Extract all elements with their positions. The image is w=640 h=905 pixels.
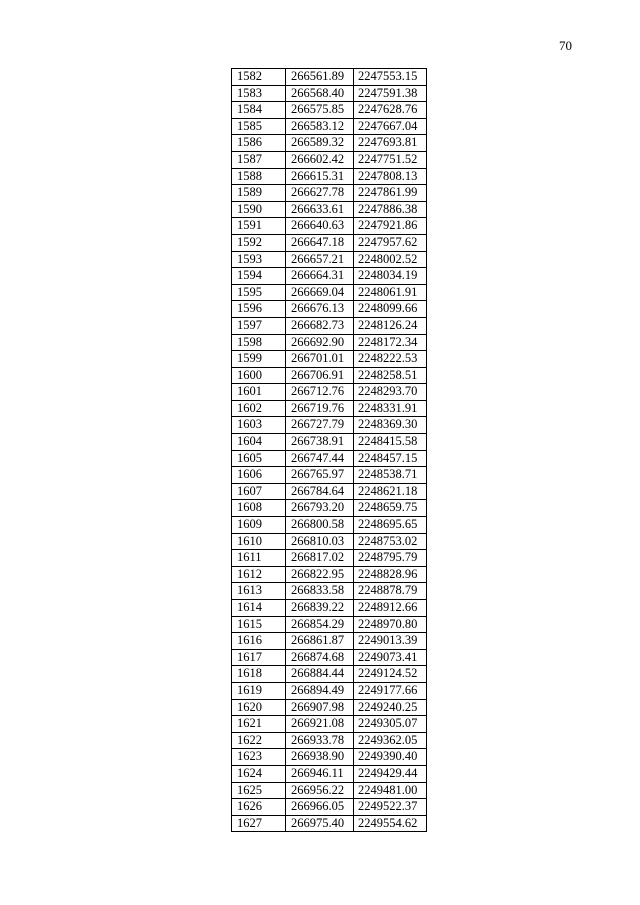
table-row	[232, 317, 427, 334]
x-coordinate-cell: 266627.78	[286, 185, 354, 202]
x-coordinate-cell: 266874.68	[286, 649, 354, 666]
y-coordinate-cell: 2249305.07	[354, 716, 427, 733]
x-coordinate-cell: 266669.04	[286, 284, 354, 301]
y-coordinate-cell: 2249124.52	[354, 666, 427, 683]
page-number: 70	[559, 38, 572, 53]
point-number-cell: 1593	[232, 251, 286, 268]
y-coordinate-cell: 2249362.05	[354, 732, 427, 749]
x-coordinate-cell: 266575.85	[286, 102, 354, 119]
point-number-cell: 1622	[232, 732, 286, 749]
table-row	[232, 782, 427, 799]
y-coordinate-cell: 2249073.41	[354, 649, 427, 666]
x-coordinate-cell: 266907.98	[286, 699, 354, 716]
table-row	[232, 268, 427, 285]
point-number-cell: 1625	[232, 782, 286, 799]
table-row	[232, 417, 427, 434]
point-number-cell: 1589	[232, 185, 286, 202]
x-coordinate-cell: 266712.76	[286, 384, 354, 401]
y-coordinate-cell: 2247751.52	[354, 151, 427, 168]
point-number-cell: 1591	[232, 218, 286, 235]
x-coordinate-cell: 266966.05	[286, 799, 354, 816]
point-number-cell: 1598	[232, 334, 286, 351]
x-coordinate-cell: 266765.97	[286, 467, 354, 484]
y-coordinate-cell: 2248621.18	[354, 483, 427, 500]
y-coordinate-cell: 2248828.96	[354, 566, 427, 583]
table-row	[232, 467, 427, 484]
table-row	[232, 749, 427, 766]
x-coordinate-cell: 266946.11	[286, 765, 354, 782]
table-row	[232, 500, 427, 517]
point-number-cell: 1590	[232, 201, 286, 218]
point-number-cell: 1584	[232, 102, 286, 119]
y-coordinate-cell: 2247808.13	[354, 168, 427, 185]
x-coordinate-cell: 266615.31	[286, 168, 354, 185]
table-row	[232, 799, 427, 816]
point-number-cell: 1603	[232, 417, 286, 434]
y-coordinate-cell: 2249390.40	[354, 749, 427, 766]
x-coordinate-cell: 266817.02	[286, 550, 354, 567]
y-coordinate-cell: 2247628.76	[354, 102, 427, 119]
x-coordinate-cell: 266810.03	[286, 533, 354, 550]
y-coordinate-cell: 2247921.86	[354, 218, 427, 235]
point-number-cell: 1588	[232, 168, 286, 185]
point-number-cell: 1626	[232, 799, 286, 816]
x-coordinate-cell: 266706.91	[286, 367, 354, 384]
point-number-cell: 1616	[232, 633, 286, 650]
x-coordinate-cell: 266692.90	[286, 334, 354, 351]
y-coordinate-cell: 2249177.66	[354, 682, 427, 699]
table-row	[232, 384, 427, 401]
x-coordinate-cell: 266633.61	[286, 201, 354, 218]
y-coordinate-cell: 2249429.44	[354, 765, 427, 782]
x-coordinate-cell: 266938.90	[286, 749, 354, 766]
point-number-cell: 1601	[232, 384, 286, 401]
table-row	[232, 251, 427, 268]
x-coordinate-cell: 266921.08	[286, 716, 354, 733]
y-coordinate-cell: 2247693.81	[354, 135, 427, 152]
y-coordinate-cell: 2249240.25	[354, 699, 427, 716]
x-coordinate-cell: 266676.13	[286, 301, 354, 318]
y-coordinate-cell: 2248222.53	[354, 351, 427, 368]
y-coordinate-cell: 2247667.04	[354, 118, 427, 135]
table-row	[232, 815, 427, 832]
table-row	[232, 483, 427, 500]
x-coordinate-cell: 266657.21	[286, 251, 354, 268]
y-coordinate-cell: 2249481.00	[354, 782, 427, 799]
point-number-cell: 1610	[232, 533, 286, 550]
table-row	[232, 699, 427, 716]
point-number-cell: 1619	[232, 682, 286, 699]
x-coordinate-cell: 266589.32	[286, 135, 354, 152]
y-coordinate-cell: 2248034.19	[354, 268, 427, 285]
x-coordinate-cell: 266800.58	[286, 517, 354, 534]
table-row	[232, 533, 427, 550]
x-coordinate-cell: 266583.12	[286, 118, 354, 135]
table-row	[232, 400, 427, 417]
table-row	[232, 434, 427, 451]
point-number-cell: 1614	[232, 600, 286, 617]
y-coordinate-cell: 2248126.24	[354, 317, 427, 334]
table-row	[232, 351, 427, 368]
table-row	[232, 102, 427, 119]
x-coordinate-cell: 266719.76	[286, 400, 354, 417]
table-row	[232, 185, 427, 202]
table-row	[232, 201, 427, 218]
table-row	[232, 716, 427, 733]
table-row	[232, 218, 427, 235]
table-row	[232, 600, 427, 617]
y-coordinate-cell: 2248659.75	[354, 500, 427, 517]
point-number-cell: 1608	[232, 500, 286, 517]
x-coordinate-cell: 266839.22	[286, 600, 354, 617]
y-coordinate-cell: 2248970.80	[354, 616, 427, 633]
y-coordinate-cell: 2248753.02	[354, 533, 427, 550]
point-number-cell: 1623	[232, 749, 286, 766]
point-number-cell: 1595	[232, 284, 286, 301]
point-number-cell: 1586	[232, 135, 286, 152]
table-row	[232, 301, 427, 318]
table-row	[232, 69, 427, 86]
x-coordinate-cell: 266602.42	[286, 151, 354, 168]
table-row	[232, 633, 427, 650]
y-coordinate-cell: 2248172.34	[354, 334, 427, 351]
table-row	[232, 234, 427, 251]
y-coordinate-cell: 2247886.38	[354, 201, 427, 218]
table-row	[232, 151, 427, 168]
y-coordinate-cell: 2248258.51	[354, 367, 427, 384]
point-number-cell: 1600	[232, 367, 286, 384]
x-coordinate-cell: 266975.40	[286, 815, 354, 832]
point-number-cell: 1604	[232, 434, 286, 451]
table-row	[232, 666, 427, 683]
point-number-cell: 1583	[232, 85, 286, 102]
y-coordinate-cell: 2248061.91	[354, 284, 427, 301]
point-number-cell: 1621	[232, 716, 286, 733]
y-coordinate-cell: 2248369.30	[354, 417, 427, 434]
table-row	[232, 517, 427, 534]
y-coordinate-cell: 2249554.62	[354, 815, 427, 832]
point-number-cell: 1602	[232, 400, 286, 417]
y-coordinate-cell: 2248293.70	[354, 384, 427, 401]
y-coordinate-cell: 2249013.39	[354, 633, 427, 650]
table-row	[232, 732, 427, 749]
point-number-cell: 1607	[232, 483, 286, 500]
table-row	[232, 334, 427, 351]
x-coordinate-cell: 266738.91	[286, 434, 354, 451]
y-coordinate-cell: 2248695.65	[354, 517, 427, 534]
table-row	[232, 682, 427, 699]
table-row	[232, 450, 427, 467]
point-number-cell: 1615	[232, 616, 286, 633]
point-number-cell: 1612	[232, 566, 286, 583]
point-number-cell: 1624	[232, 765, 286, 782]
x-coordinate-cell: 266861.87	[286, 633, 354, 650]
table-row	[232, 118, 427, 135]
y-coordinate-cell: 2248878.79	[354, 583, 427, 600]
y-coordinate-cell: 2248457.15	[354, 450, 427, 467]
point-number-cell: 1582	[232, 69, 286, 86]
x-coordinate-cell: 266701.01	[286, 351, 354, 368]
table-row	[232, 85, 427, 102]
table-row	[232, 616, 427, 633]
y-coordinate-cell: 2248415.58	[354, 434, 427, 451]
point-number-cell: 1618	[232, 666, 286, 683]
y-coordinate-cell: 2248912.66	[354, 600, 427, 617]
y-coordinate-cell: 2248795.79	[354, 550, 427, 567]
x-coordinate-cell: 266568.40	[286, 85, 354, 102]
point-number-cell: 1605	[232, 450, 286, 467]
table-row	[232, 765, 427, 782]
x-coordinate-cell: 266747.44	[286, 450, 354, 467]
y-coordinate-cell: 2247553.15	[354, 69, 427, 86]
y-coordinate-cell: 2248538.71	[354, 467, 427, 484]
table-row	[232, 284, 427, 301]
x-coordinate-cell: 266682.73	[286, 317, 354, 334]
point-number-cell: 1585	[232, 118, 286, 135]
x-coordinate-cell: 266854.29	[286, 616, 354, 633]
table-row	[232, 168, 427, 185]
y-coordinate-cell: 2248099.66	[354, 301, 427, 318]
point-number-cell: 1597	[232, 317, 286, 334]
table-row	[232, 583, 427, 600]
y-coordinate-cell: 2248002.52	[354, 251, 427, 268]
x-coordinate-cell: 266822.95	[286, 566, 354, 583]
x-coordinate-cell: 266894.49	[286, 682, 354, 699]
x-coordinate-cell: 266793.20	[286, 500, 354, 517]
y-coordinate-cell: 2247591.38	[354, 85, 427, 102]
y-coordinate-cell: 2247861.99	[354, 185, 427, 202]
y-coordinate-cell: 2249522.37	[354, 799, 427, 816]
point-number-cell: 1592	[232, 234, 286, 251]
coordinate-table-body	[232, 69, 427, 832]
table-row	[232, 550, 427, 567]
x-coordinate-cell: 266833.58	[286, 583, 354, 600]
table-row	[232, 566, 427, 583]
point-number-cell: 1606	[232, 467, 286, 484]
point-number-cell: 1611	[232, 550, 286, 567]
point-number-cell: 1587	[232, 151, 286, 168]
point-number-cell: 1599	[232, 351, 286, 368]
x-coordinate-cell: 266727.79	[286, 417, 354, 434]
y-coordinate-cell: 2248331.91	[354, 400, 427, 417]
point-number-cell: 1609	[232, 517, 286, 534]
table-row	[232, 135, 427, 152]
x-coordinate-cell: 266884.44	[286, 666, 354, 683]
x-coordinate-cell: 266561.89	[286, 69, 354, 86]
y-coordinate-cell: 2247957.62	[354, 234, 427, 251]
coordinate-table	[231, 68, 427, 832]
point-number-cell: 1617	[232, 649, 286, 666]
x-coordinate-cell: 266933.78	[286, 732, 354, 749]
x-coordinate-cell: 266640.63	[286, 218, 354, 235]
table-row	[232, 367, 427, 384]
x-coordinate-cell: 266956.22	[286, 782, 354, 799]
point-number-cell: 1596	[232, 301, 286, 318]
point-number-cell: 1627	[232, 815, 286, 832]
x-coordinate-cell: 266647.18	[286, 234, 354, 251]
x-coordinate-cell: 266784.64	[286, 483, 354, 500]
point-number-cell: 1620	[232, 699, 286, 716]
table-row	[232, 649, 427, 666]
x-coordinate-cell: 266664.31	[286, 268, 354, 285]
point-number-cell: 1594	[232, 268, 286, 285]
point-number-cell: 1613	[232, 583, 286, 600]
